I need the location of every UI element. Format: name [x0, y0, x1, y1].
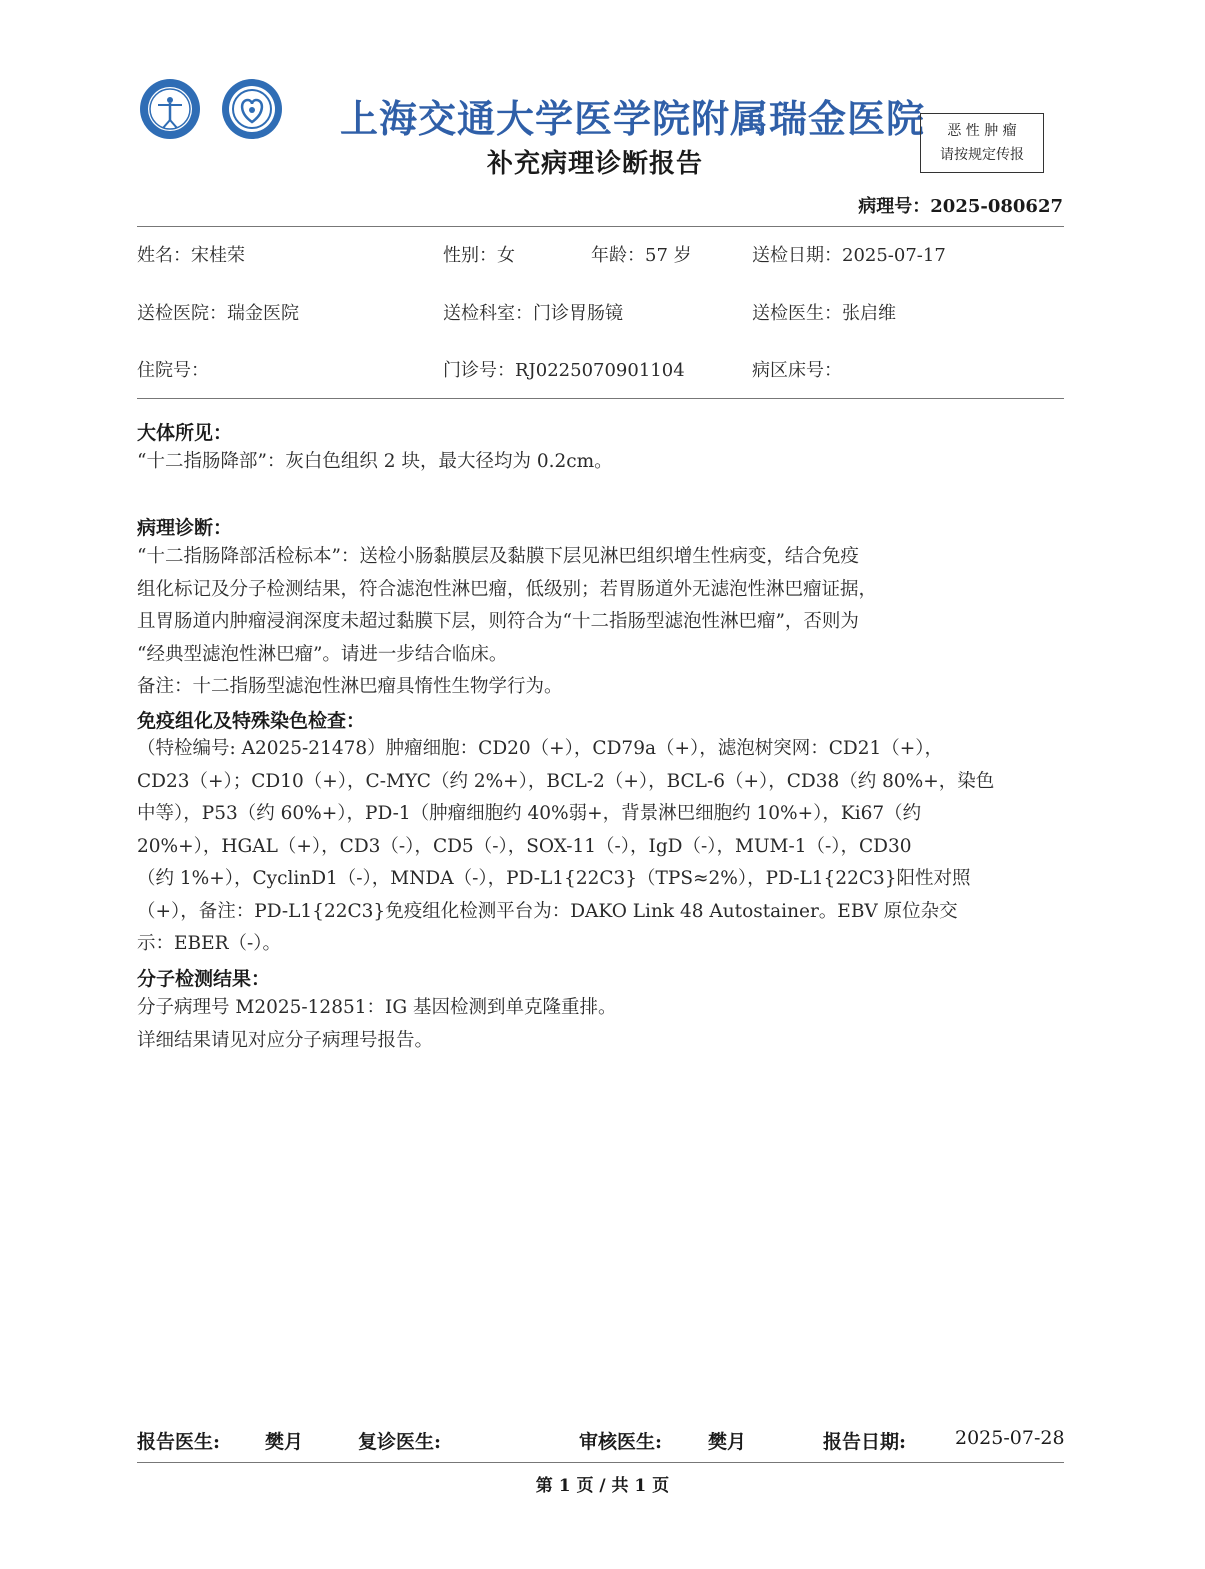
report-date-label: 报告日期:: [823, 1431, 907, 1453]
diagnosis-line: 且胃肠道内肿瘤浸润深度未超过黏膜下层，则符合为“十二指肠型滤泡性淋巴瘤”，否则为: [137, 611, 859, 632]
ward-bed-number: 病区床号：: [752, 360, 842, 381]
audit-doctor: 樊月: [708, 1431, 747, 1453]
patient-name: 姓名：宋桂荣: [137, 245, 245, 266]
pathology-number-label: 病理号：: [858, 196, 931, 217]
ihc-title: 免疫组化及特殊染色检查：: [137, 710, 366, 732]
molecular-line: 详细结果请见对应分子病理号报告。: [137, 1029, 434, 1051]
hospital-emblem-logo: [139, 78, 201, 140]
stamp-line-1: 恶 性 肿 瘤: [947, 123, 1017, 139]
malignant-tumor-stamp: [920, 113, 1044, 173]
diagnosis-line: “十二指肠降部活检标本”：送检小肠黏膜层及黏膜下层见淋巴组织增生性病变，结合免疫: [137, 546, 859, 567]
ihc-line: 20%+），HGAL（+），CD3（-），CD5（-），SOX-11（-），IgD（-），MUM-1（-），CD30: [137, 835, 912, 857]
university-seal-logo: [221, 78, 283, 140]
ihc-line: 中等），P53（约 60%+），PD-1（肿瘤细胞约 40%弱+，背景淋巴细胞约 10%+），Ki67（约: [137, 803, 922, 824]
diagnosis-text: [137, 541, 1067, 704]
ihc-line: （约 1%+），CyclinD1（-），MNDA（-），PD-L1{22C3}（TPS≈2%），PD-L1{22C3}阳性对照: [137, 868, 971, 889]
report-title: 补充病理诊断报告: [487, 149, 704, 179]
gross-findings-text: [137, 446, 1067, 479]
ihc-line: CD23（+）；CD10（+），C-MYC（约 2%+），BCL-2（+），BCL-6（+），CD38（约 80%+，染色: [137, 770, 995, 792]
info-divider: [137, 398, 1064, 399]
gross-line: “十二指肠降部”：灰白色组织 2 块，最大径均为 0.2cm。: [137, 451, 613, 472]
ihc-line: 示：EBER（-）。: [137, 933, 282, 954]
inpatient-number: 住院号：: [137, 360, 209, 381]
submit-hospital: 送检医院：瑞金医院: [137, 303, 299, 324]
ihc-text: [137, 733, 1067, 961]
pathology-number-value: 2025-080627: [930, 196, 1063, 217]
diagnosis-note: 备注：十二指肠型滤泡性淋巴瘤具惰性生物学行为。: [137, 676, 563, 697]
ihc-line: （特检编号: A2025-21478）肿瘤细胞：CD20（+），CD79a（+），滤泡树突网：CD21（+），: [137, 738, 944, 759]
molecular-line: 分子病理号 M2025-12851：IG 基因检测到单克隆重排。: [137, 997, 617, 1018]
submit-department: 送检科室：门诊胃肠镜: [443, 303, 623, 324]
gross-findings-title: 大体所见：: [137, 422, 233, 444]
patient-gender: 性别：女: [443, 245, 515, 266]
header-divider: [137, 226, 1064, 227]
page-number: 第 1 页 / 共 1 页: [535, 1476, 670, 1496]
diagnosis-line: 组化标记及分子检测结果，符合滤泡性淋巴瘤，低级别；若胃肠道外无滤泡性淋巴瘤证据，: [137, 578, 878, 600]
report-doctor: 樊月: [265, 1431, 304, 1453]
outpatient-number: 门诊号：RJ0225070901104: [443, 360, 685, 381]
review-doctor-label: 复诊医生:: [358, 1431, 442, 1453]
stamp-line-2: 请按规定传报: [940, 147, 1024, 163]
report-date: 2025-07-28: [955, 1427, 1065, 1449]
patient-age: 年龄：57 岁: [591, 245, 692, 266]
submit-date: 送检日期：2025-07-17: [752, 245, 946, 266]
pathology-number: [858, 192, 1063, 218]
audit-doctor-label: 审核医生:: [579, 1431, 663, 1453]
hospital-name: 上海交通大学医学院附属瑞金医院: [340, 96, 926, 141]
report-doctor-label: 报告医生:: [137, 1431, 221, 1453]
diagnosis-line: “经典型滤泡性淋巴瘤”。请进一步结合临床。: [137, 643, 508, 665]
submit-doctor: 送检医生：张启维: [752, 303, 896, 324]
footer-divider: [137, 1462, 1064, 1463]
molecular-title: 分子检测结果：: [137, 968, 271, 990]
ihc-line: （+），备注：PD-L1{22C3}免疫组化检测平台为：DAKO Link 48 Autostainer。EBV 原位杂交: [137, 900, 958, 922]
molecular-text: [137, 992, 1067, 1057]
diagnosis-title: 病理诊断：: [137, 517, 233, 539]
